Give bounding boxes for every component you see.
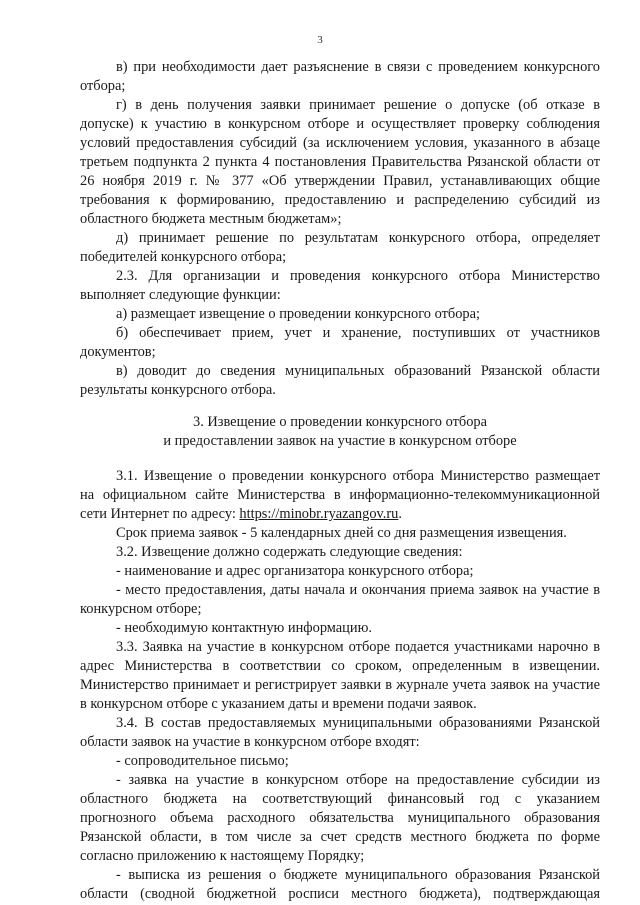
text-line [0,115,640,133]
text-line-content: - наименование и адрес организатора конкурсного отбора; [116,563,474,579]
text-line [0,695,640,713]
text-line [0,676,640,694]
text-line-content: в конкурсном отборе с указанием даты и времени подачи заявок. [80,696,477,712]
text-line [0,467,640,485]
text-line-content: - заявка на участие в конкурсном отборе на предоставление субсидии из [116,772,600,788]
text-line-content: д) принимает решение по результатам конкурсного отбора, определяет [116,230,600,246]
text-line [0,752,640,770]
text-line [0,866,640,884]
text-line-content: областного бюджета местным бюджетам»; [80,211,342,227]
text-line-content: - сопроводительное письмо; [116,753,289,769]
text-line-content: г) в день получения заявки принимает решение о допуске (об отказе в [116,97,600,113]
text-line [0,619,640,637]
text-line [0,381,640,399]
text-line-content: 2.3. Для организации и проведения конкурсного отбора Министерство [116,268,600,284]
text-line [0,486,640,504]
text-line [0,885,640,903]
text-line-content: области заявок на участие в конкурсном отборе входят: [80,734,420,750]
text-line [0,134,640,152]
text-line-content: 3.1. Извещение о проведении конкурсного отбора Министерство размещает [116,468,600,484]
section-heading-line [0,432,640,450]
text-line [0,562,640,580]
text-line-content: Срок приема заявок - 5 календарных дней со дня размещения извещения. [116,525,567,541]
text-line [0,343,640,361]
text-line [0,828,640,846]
text-line-content: в) при необходимости дает разъяснение в связи с проведением конкурсного [116,59,600,75]
text-line-content: - необходимую контактную информацию. [116,620,372,636]
page-number: 3 [317,34,323,46]
website-link[interactable]: https://minobr.ryazangov.ru [239,506,399,522]
text-line-content: 3. Извещение о проведении конкурсного отбора [193,414,487,430]
text-line [0,600,640,618]
text-line [0,77,640,95]
text-line [0,657,640,675]
text-line-content: 3.4. В состав предоставляемых муниципальными образованиями Рязанской [116,715,600,731]
text-line [0,58,640,76]
text-line-content: требования к формированию, предоставлению и распределению субсидий из [80,192,600,208]
text-line-content: 3.2. Извещение должно содержать следующие сведения: [116,544,463,560]
text-line-content: Рязанской области, в том числе за счет средств местного бюджета по форме [80,829,600,845]
text-line [0,362,640,380]
text-line [0,543,640,561]
text-line [0,771,640,789]
text-line-content: областного бюджета на соответствующий финансовый год с указанием [80,791,600,807]
text-line-content: 26 ноября 2019 г. № 377 «Об утверждении Правил, устанавливающих общие [80,173,600,189]
text-line-content: - место предоставления, даты начала и окончания приема заявок на участие в [116,582,600,598]
section-heading-line [0,413,640,431]
text-line-content: а) размещает извещение о проведении конкурсного отбора; [116,306,480,322]
text-line [0,790,640,808]
text-line-content: б) обеспечивает прием, учет и хранение, поступивших от участников [116,325,600,341]
text-line-content: документов; [80,344,156,360]
text-line-with-link: сети Интернет по адресу: https://minobr.ryazangov.ru. [80,506,402,522]
text-line [0,847,640,865]
text-line-content: третьем подпункта 2 пункта 4 постановления Правительства Рязанской области от [80,154,600,170]
text-line [0,229,640,247]
text-line-content: результаты конкурсного отбора. [80,382,276,398]
text-line [0,505,640,523]
text-line [0,191,640,209]
text-line [0,524,640,542]
text-line [0,172,640,190]
text-line [0,809,640,827]
text-line [0,153,640,171]
text-line [0,733,640,751]
text-line-content: на официальном сайте Министерства в информационно-телекоммуникационной [80,487,600,503]
text-line [0,305,640,323]
text-line-content: 3.3. Заявка на участие в конкурсном отборе подается участниками нарочно в [116,639,600,655]
text-line [0,581,640,599]
text-line-content: конкурсном отборе; [80,601,202,617]
text-line [0,714,640,732]
text-line-content: отбора; [80,78,126,94]
text-line-content: Министерство принимает и регистрирует заявки в журнале учета заявок на участие [80,677,600,693]
text-line-content: области (сводной бюджетной росписи местного бюджета), подтверждающая [80,886,600,902]
text-line-content: согласно приложению к настоящему Порядку; [80,848,365,864]
text-line-content: прогнозного объема расходного обязательства муниципального образования [80,810,600,826]
text-line [0,210,640,228]
text-line [0,96,640,114]
text-line-content: в) доводит до сведения муниципальных образований Рязанской области [116,363,600,379]
text-line-content: и предоставлении заявок на участие в конкурсном отборе [163,433,517,449]
text-line-content: - выписка из решения о бюджете муниципального образования Рязанской [116,867,600,883]
text-line [0,638,640,656]
text-line [0,267,640,285]
text-line-content: победителей конкурсного отбора; [80,249,287,265]
text-line-content: условий предоставления субсидий (за исключением условия, указанного в абзаце [80,135,600,151]
text-line [0,286,640,304]
text-line [0,324,640,342]
text-line-content: допуске) к участию в конкурсном отборе и осуществляет проверку соблюдения [80,116,600,132]
text-line-content: адрес Министерства в соответствии со сроком, определенным в извещении. [80,658,600,674]
text-line [0,248,640,266]
text-line-content: выполняет следующие функции: [80,287,281,303]
